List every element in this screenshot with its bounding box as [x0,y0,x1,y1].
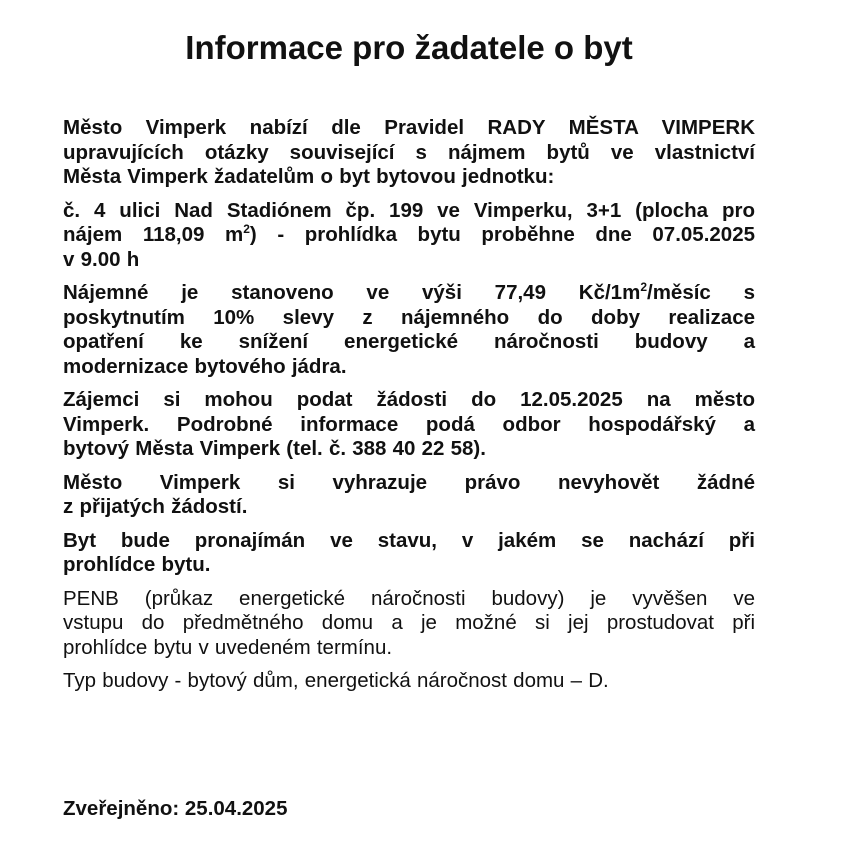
text-line: Zájemci si mohou podat žádosti do 12.05.2025 na město [63,388,755,411]
text-line: upravujících otázky související s nájmem bytů ve vlastnictví [63,140,755,164]
page-title: Informace pro žadatele o byt [185,29,633,66]
superscript: 2 [640,280,647,295]
text-fragment: nájem 118,09 m [63,223,244,246]
rent-paragraph [63,281,755,379]
text-line: Města Vimperk žadatelům o byt bytovou jednotku: [63,165,555,188]
text-line: poskytnutím 10% slevy z nájemného do doby realizace [63,305,755,329]
text-line: opatření ke snížení energetické náročnosti budovy a [63,330,755,353]
text-fragment: ) - prohlídka bytu proběhne dne 07.05.2025 [249,223,756,246]
text-line: PENB (průkaz energetické náročnosti budovy) je vyvěšen ve [63,586,755,610]
text-line: Město Vimperk si vyhrazuje právo nevyhovět žádné [63,470,755,494]
text-fragment: Nájemné je stanoveno ve výši 77,49 Kč/1m [63,281,641,304]
text-line: č. 4 ulici Nad Stadiónem čp. 199 ve Vimperku, 3+1 (plocha pro [63,198,755,222]
text-line: Byt bude pronajímán ve stavu, v jakém se nachází při [63,528,755,552]
published-date: Zveřejněno: 25.04.2025 [63,797,288,820]
text-line: Typ budovy - bytový dům, energetická náročnost domu – D. [63,669,609,692]
penb-paragraph [63,587,755,661]
text-fragment: /měsíc s [647,281,756,304]
text-line: vstupu do předmětného domu a je možné si jej prostudovat při [63,611,755,634]
apartment-paragraph [63,199,755,273]
reservation-paragraph [63,471,755,520]
text-line: v 9.00 h [63,247,140,271]
document-body [63,116,755,703]
text-line [63,281,755,306]
text-line: Vimperk. Podrobné informace podá odbor hospodářský a [63,412,755,436]
text-line: prohlídce bytu. [63,553,211,576]
building-type-paragraph [63,669,755,694]
intro-paragraph [63,116,755,190]
text-line: bytový Města Vimperk (tel. č. 388 40 22 58). [63,437,486,460]
application-paragraph [63,388,755,462]
text-line: z přijatých žádostí. [63,495,248,518]
text-line: prohlídce bytu v uvedeném termínu. [63,635,393,659]
text-line [63,223,755,248]
text-line: modernizace bytového jádra. [63,354,347,378]
superscript: 2 [243,222,250,237]
text-line: Město Vimperk nabízí dle Pravidel RADY MĚSTA VIMPERK [63,116,755,139]
condition-paragraph [63,529,755,578]
